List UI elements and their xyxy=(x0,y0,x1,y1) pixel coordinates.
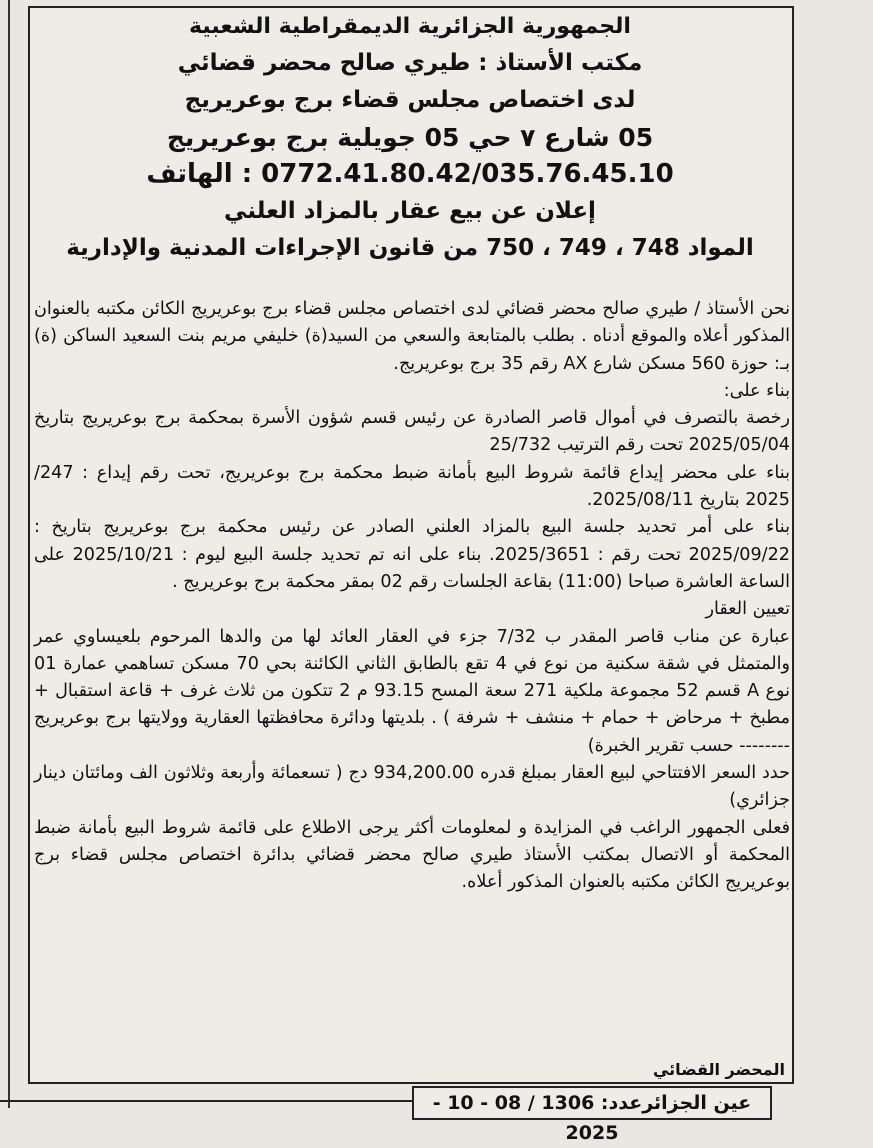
reference-box: عين الجزائرعدد: 1306 / 08 - 10 - 2025 xyxy=(412,1086,772,1120)
intro-paragraph: نحن الأستاذ / طيري صالح محضر قضائي لدى اختصاص مجلس قضاء برج بوعريريج الكائن مكتبه بالعنوان المذكور أعلاه والموقع أدناه . بطلب بالمتابعة والسعي من السيد(ة) خليفي مريم بنت السعيد الساكن (ة) بـ: حوزة 560 مسكن شارع AX رقم 35 برج بوعريريج. xyxy=(34,299,790,374)
announcement-header xyxy=(40,8,780,267)
reference-rule xyxy=(0,1100,412,1102)
announcement-title: إعلان عن بيع عقار بالمزاد العلني xyxy=(224,198,596,224)
left-column-rule xyxy=(8,0,10,1108)
property-label: تعيين العقار xyxy=(705,599,790,620)
price-paragraph: حدد السعر الافتتاحي لبيع العقار بمبلغ قدره 934,200.00 دج ( تسعمائة وأربعة وثلاثون الف ومائتان دينار جزائري) xyxy=(34,763,790,811)
based-on-label: بناء على: xyxy=(723,380,790,401)
signature: المحضر القضائي xyxy=(652,1060,785,1079)
header-office: مكتب الأستاذ : طيري صالح محضر قضائي xyxy=(177,50,643,76)
header-jurisdiction: لدى اختصاص مجلس قضاء برج بوعريريج xyxy=(184,87,636,113)
header-phone: 0772.41.80.42/035.76.45.10 : الهاتف xyxy=(146,159,674,189)
session-paragraph: بناء على أمر تحديد جلسة البيع بالمزاد العلني الصادر عن رئيس محكمة برج بوعريريج بتاريخ : 2025/09/22 تحت رقم : 2025/3651. بناء على انه تم تحديد جلسة البيع ليوم : 2025/10/21 على الساعة العاشرة صباحا (11:00) بقاعة الجلسات رقم 02 بمقر محكمة برج بوعريريج . xyxy=(34,517,790,592)
property-paragraph: عبارة عن مناب قاصر المقدر ب 7/32 جزء في العقار العائد لها من والدها المرحوم بلعيساوي عمر والمتمثل في شقة سكنية من نوع في 4 تقع بالطابق الثاني الكائنة بحي 70 مسكن تساهمي عمارة 01 نوع A قسم 52 مجموعة ملكية 271 سعة المسح 93.15 م 2 تتكون من ثلاث غرف + قاعة استقبال + مطبخ + مرحاض + حمام + منشف + شرفة ) . بلديتها ودائرة محافظتها العقارية وولايتها برج بوعريريج -------- حسب تقرير الخبرة) xyxy=(34,626,791,756)
contact-paragraph: فعلى الجمهور الراغب في المزايدة و لمعلومات أكثر يرجى الاطلاع على قائمة شروط البيع بأمانة ضبط المحكمة أو الاتصال بمكتب الأستاذ طيري صالح محضر قضائي بدائرة اختصاص مجلس قضاء برج بوعريريج الكائن مكتبه بالعنوان المذكور أعلاه. xyxy=(34,817,790,893)
permit-paragraph: رخصة بالتصرف في أموال قاصر الصادرة عن رئيس قسم شؤون الأسرة بمحكمة برج بوعريريج بتاريخ 2025/05/04 تحت رقم الترتيب 25/732 xyxy=(34,408,790,456)
legal-articles: المواد 748 ، 749 ، 750 من قانون الإجراءات المدنية والإدارية xyxy=(66,235,754,261)
header-address: 05 شارع ٧ حي 05 جويلية برج بوعريريج xyxy=(166,123,654,152)
deposit-paragraph: بناء على محضر إيداع قائمة شروط البيع بأمانة ضبط محكمة برج بوعريريج، تحت رقم إيداع : 247/ 2025 بتاريخ 2025/08/11. xyxy=(34,462,790,511)
announcement-body xyxy=(34,296,790,897)
header-republic: الجمهورية الجزائرية الديمقراطية الشعبية xyxy=(189,14,631,39)
